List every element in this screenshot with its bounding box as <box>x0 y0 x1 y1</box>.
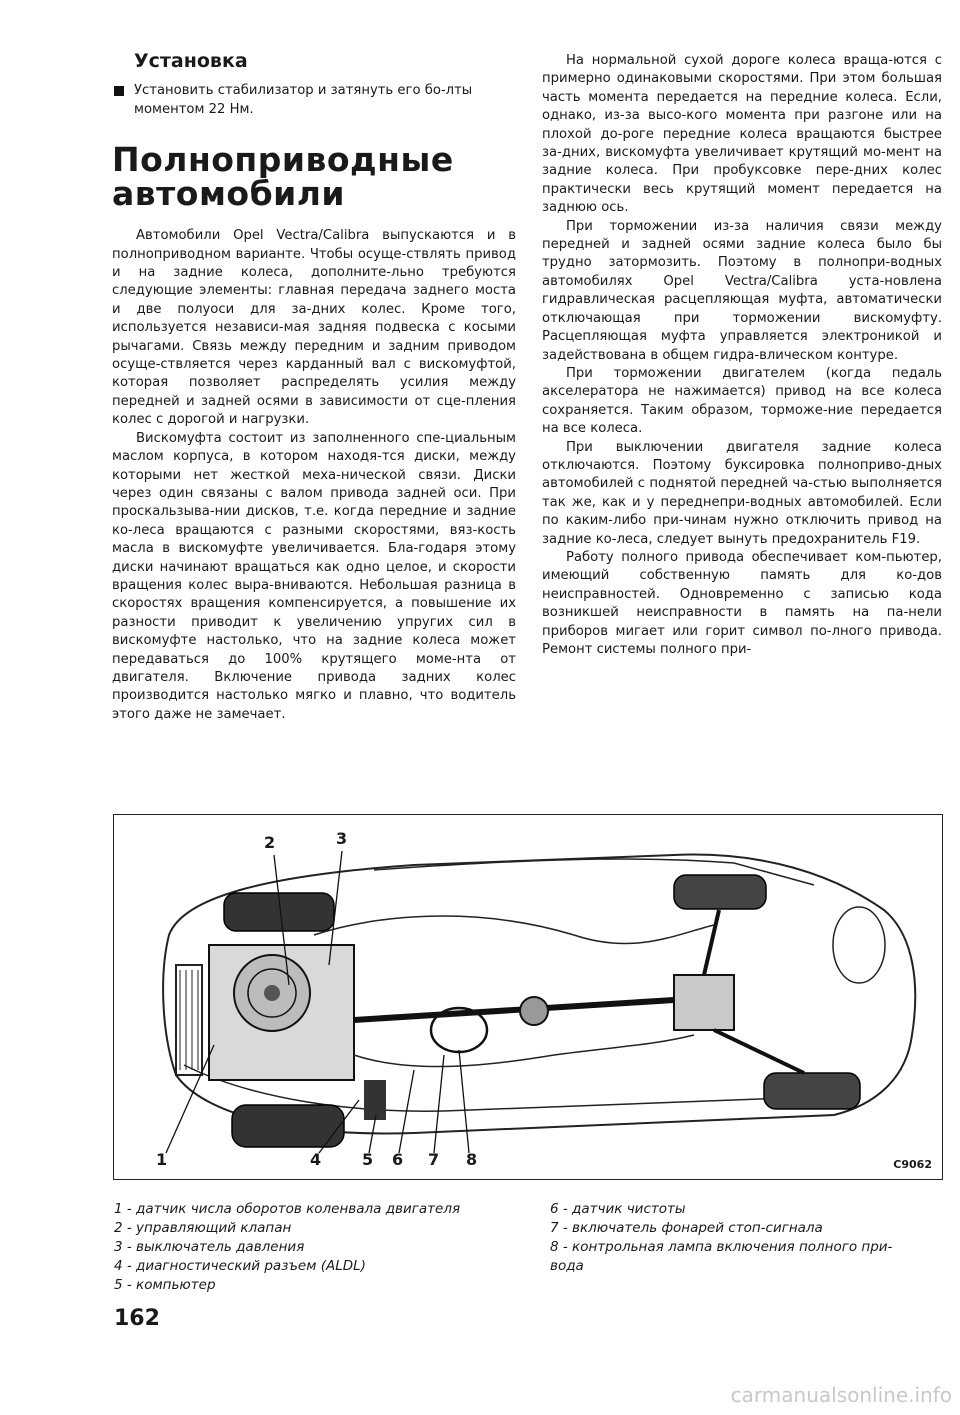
rear-differential <box>674 975 734 1030</box>
page-number: 162 <box>114 1306 160 1331</box>
paragraph: Автомобили Opel Vectra/Calibra выпускаются и в полноприводном варианте. Чтобы осуще-ствлять привод и на задние колеса, дополните-льно требуются следующие элементы: главная передача заднего моста и две полуоси для за-дних колес. Кроме того, используется независи-мая задняя подвеска с косыми рычагами. Связь между передним и задним приводом осуще-ствляется через карданный вал с вискомуфтой, которая позволяет распределять усилия между передней и задней осями в зависимости от сце-пления колес с дорогой и нагрузки. <box>112 228 516 428</box>
computer-unit <box>364 1080 386 1120</box>
callout-7: 7 <box>428 1150 440 1169</box>
callout-6: 6 <box>392 1150 404 1169</box>
legend-left <box>114 1200 460 1295</box>
rear-wheel-top <box>674 875 766 909</box>
callout-2: 2 <box>264 833 276 852</box>
propeller-shaft <box>354 1000 674 1020</box>
legend-item: 4 - диагностический разъем (ALDL) <box>114 1258 366 1274</box>
watermark: carmanualsonline.info <box>730 1383 952 1407</box>
right-column <box>542 52 942 659</box>
front-wheel-bottom <box>232 1105 344 1147</box>
left-column <box>112 52 516 724</box>
callout-4: 4 <box>310 1150 322 1169</box>
paragraph: При выключении двигателя задние колеса отключаются. Поэтому буксировка полноприво-дных автомобилей с поднятой передней ча-стью выполняется так же, как и у переднепри-водных автомобилей. Если по каким-либо при-чинам нужно отключить привод на задние ко-леса, следует вынуть предохранитель F19. <box>542 439 942 547</box>
callout-3: 3 <box>336 829 348 848</box>
legend-item: 6 - датчик чистоты <box>550 1201 686 1217</box>
paragraph: Вискомуфта состоит из заполненного спе-циальным маслом корпуса, в котором находя-тся диски, между которыми нет жесткой меха-нической связи. Диски через один связаны с валом привода задней оси. При проскальзыва-нии дисков, т.е. когда передние и задние ко-леса вращаются с разными скоростями, вяз-кость масла в вискомуфте увеличивается. Бла-годаря этому диски начинают вращаться как одно целое, и скорости вращения колес выра-вниваются. Небольшая разница в скоростях вращения компенсируется, а повышение их разности приводит к увеличению упругих сил в вискомуфте настолько, что на задние колеса может передаваться до 100% крутящего моме-нта от двигателя. Включение привода задних колес производится настолько мягко и плавно, что водитель этого даже не замечает. <box>112 430 516 722</box>
paragraph: При торможении из-за наличия связи между передней и задней осями задние колеса было бы трудно затормозить. Поэтому в полнопри-водных автомобилях Opel Vectra/Calibra уста-новлена гидравлическая расцепляющая муфта, автоматически отключающая при торможении вискомуфту. Расцепляющая муфта управляется электроникой и задействована в общем гидра-влическом контуре. <box>542 218 942 363</box>
install-heading: Установка <box>134 50 248 72</box>
legend-right <box>550 1200 892 1276</box>
rear-wheel-bottom <box>764 1073 860 1109</box>
spare-wheel <box>833 907 885 983</box>
section-title <box>112 140 516 214</box>
wiring-harness <box>314 916 714 943</box>
bullet-square-icon <box>114 86 124 96</box>
legend-item: 3 - выключатель давления <box>114 1239 305 1255</box>
callout-1: 1 <box>156 1150 168 1169</box>
section-title-line-1: Полноприводные <box>112 140 454 180</box>
paragraph: На нормальной сухой дороге колеса враща-ются с примерно одинаковыми скоростями. При этом большая часть момента передается на передние колеса. Если, однако, из-за высо-кого момента при разгоне или на плохой до-роге передние колеса вращаются быстрее за-дних, вискомуфта увеличивает крутящий мо-мент на задние колеса. При пробуксовке пере-дних колес практически весь крутящий момент передается на заднюю ось. <box>542 53 942 216</box>
legend-item: 1 - датчик числа оборотов коленвала двигателя <box>114 1201 461 1217</box>
awd-system-figure <box>113 814 943 1180</box>
section-title-line-2: автомобили <box>112 174 346 214</box>
callout-5: 5 <box>362 1150 374 1169</box>
paragraph: При торможении двигателем (когда педаль акселератора не нажимается) привод на все колеса сохраняется. Таким образом, торможе-ние передается на все колеса. <box>542 365 942 437</box>
rear-half-shaft-top <box>704 910 719 975</box>
legend-item: вода <box>550 1258 584 1274</box>
install-bullet <box>112 82 516 119</box>
paragraph: Работу полного привода обеспечивает ком-пьютер, имеющий собственную память для ко-дов неисправностей. Одновременно с записью кода возникшей неисправности в память на па-нели приборов мигает или горит символ по-лного привода. Ремонт системы полного при- <box>542 549 942 657</box>
rear-half-shaft-bottom <box>714 1030 804 1073</box>
install-bullet-text: Установить стабилизатор и затянуть его бо-лты моментом 22 Нм. <box>134 83 473 117</box>
car-chassis-illustration <box>114 815 941 1178</box>
legend-item: 7 - включатель фонарей стоп-сигнала <box>550 1220 823 1236</box>
figure-code: C9062 <box>893 1158 932 1171</box>
callout-8: 8 <box>466 1150 478 1169</box>
viscous-coupling <box>520 997 548 1025</box>
legend-item: 8 - контрольная лампа включения полного при- <box>550 1239 893 1255</box>
legend-item: 5 - компьютер <box>114 1277 216 1293</box>
legend-item: 2 - управляющий клапан <box>114 1220 292 1236</box>
